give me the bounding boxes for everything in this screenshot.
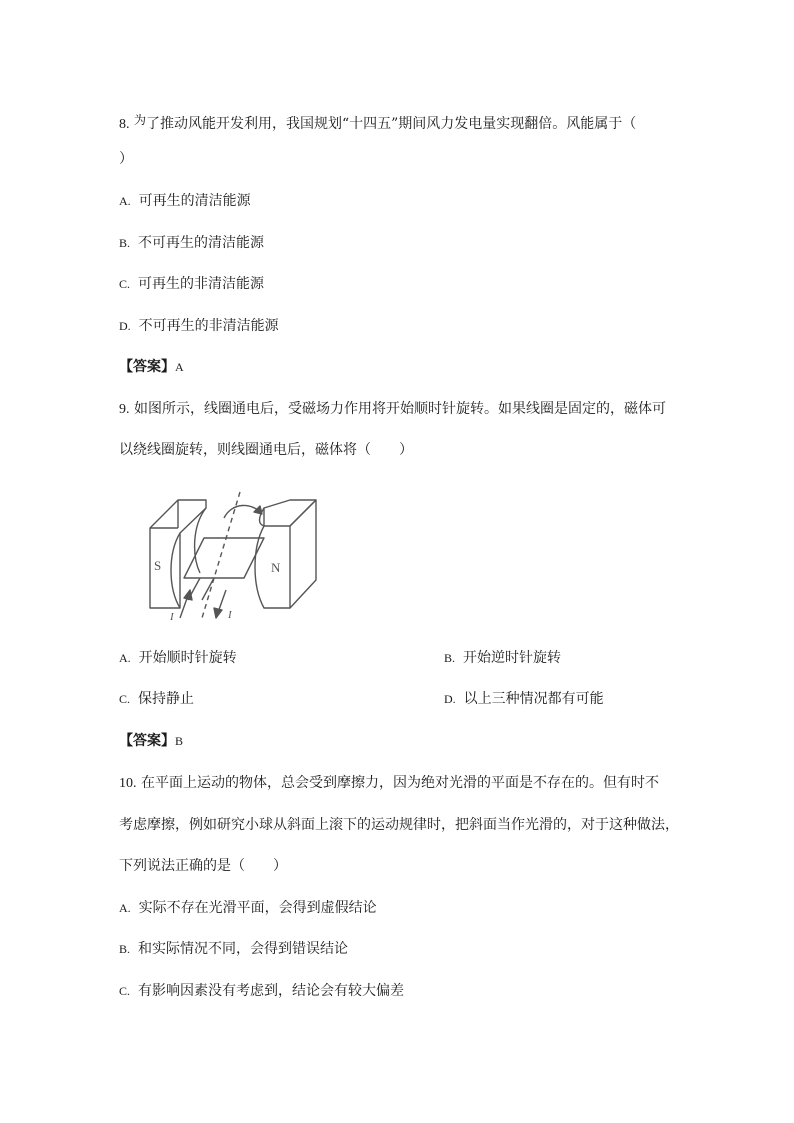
current-label-right: I xyxy=(228,609,232,621)
q9-stem-line1 xyxy=(119,399,666,420)
rotation-axis xyxy=(202,492,240,618)
q10-stem-line3: 下列说法正确的是（ ） xyxy=(119,858,287,874)
q9-stem-text: 如图所示，线圈通电后，受磁场力作用将开始顺时针旋转。如果线圈是固定的，磁体可 xyxy=(133,401,666,417)
option-text: 以上三种情况都有可能 xyxy=(463,691,604,707)
q10-number: 10. xyxy=(119,776,137,791)
option-text: 可再生的非清洁能源 xyxy=(138,276,265,292)
q10-stem-line2: 考虑摩擦，例如研究小球从斜面上滚下的运动规律时，把斜面当作光滑的，对于这种做法， xyxy=(119,817,679,833)
q10-stem-line1 xyxy=(119,773,659,794)
q8-stem-first-char: 为 xyxy=(133,113,146,127)
q9-option-a xyxy=(119,648,237,668)
option-letter: A. xyxy=(119,194,131,208)
option-text: 和实际情况不同，会得到错误结论 xyxy=(138,941,349,957)
q8-number: 8. xyxy=(119,117,130,132)
s-magnet-face xyxy=(171,533,180,608)
q8-option-a xyxy=(119,191,251,211)
option-text: 实际不存在光滑平面，会得到虚假结论 xyxy=(138,900,377,916)
option-letter: B. xyxy=(119,942,131,956)
option-text: 不可再生的清洁能源 xyxy=(138,235,265,251)
q9-option-b xyxy=(444,648,561,668)
answer-label: 【答案】 xyxy=(119,359,175,375)
q8-option-d xyxy=(119,316,279,336)
option-letter: D. xyxy=(119,319,131,333)
option-letter: C. xyxy=(119,984,131,998)
option-letter: B. xyxy=(444,651,456,665)
option-text: 开始顺时针旋转 xyxy=(138,650,237,666)
option-letter: C. xyxy=(119,692,131,706)
option-text: 可再生的清洁能源 xyxy=(138,193,251,209)
option-letter: B. xyxy=(119,236,131,250)
option-letter: A. xyxy=(119,651,131,665)
option-letter: D. xyxy=(444,692,456,706)
magnet-coil-diagram xyxy=(140,478,330,628)
q10-option-a xyxy=(119,898,377,918)
q10-option-c xyxy=(119,981,404,1001)
option-text: 有影响因素没有考虑到，结论会有较大偏差 xyxy=(138,983,405,999)
q9-answer xyxy=(119,731,183,751)
answer-label: 【答案】 xyxy=(119,733,175,749)
rotation-arrow-head xyxy=(254,506,262,514)
option-letter: A. xyxy=(119,901,131,915)
option-text: 保持静止 xyxy=(138,691,195,707)
option-text: 开始逆时针旋转 xyxy=(463,650,562,666)
n-pole-label: N xyxy=(271,560,281,575)
q9-option-c xyxy=(119,689,194,709)
current-out-arrowhead xyxy=(214,608,222,618)
q9-number: 9. xyxy=(119,402,130,417)
option-letter: C. xyxy=(119,277,131,291)
q8-option-b xyxy=(119,233,264,253)
n-magnet-top xyxy=(264,500,316,526)
answer-value: A xyxy=(175,360,184,374)
q8-option-c xyxy=(119,274,264,294)
q10-option-b xyxy=(119,939,348,959)
current-label-left: I xyxy=(170,611,174,623)
q8-answer xyxy=(119,357,184,377)
q10-stem-text: 在平面上运动的物体，总会受到摩擦力，因为绝对光滑的平面是不存在的。但有时不 xyxy=(140,775,659,791)
answer-value: B xyxy=(175,734,184,748)
n-magnet-side xyxy=(290,500,316,608)
q8-stem-line2: ） xyxy=(119,151,133,167)
q9-magnet-coil-figure xyxy=(140,478,330,628)
option-text: 不可再生的非清洁能源 xyxy=(138,318,279,334)
q8-stem-text: 了推动风能开发利用，我国规划“十四五”期间风力发电量实现翻倍。风能属于（ xyxy=(145,116,637,132)
q9-option-d xyxy=(444,689,604,709)
q9-stem-line2: 以绕线圈旋转，则线圈通电后，磁体将（ ） xyxy=(119,442,413,458)
s-pole-label: S xyxy=(154,558,162,573)
q8-stem-line1 xyxy=(119,110,636,135)
current-in-arrowhead xyxy=(184,590,192,600)
